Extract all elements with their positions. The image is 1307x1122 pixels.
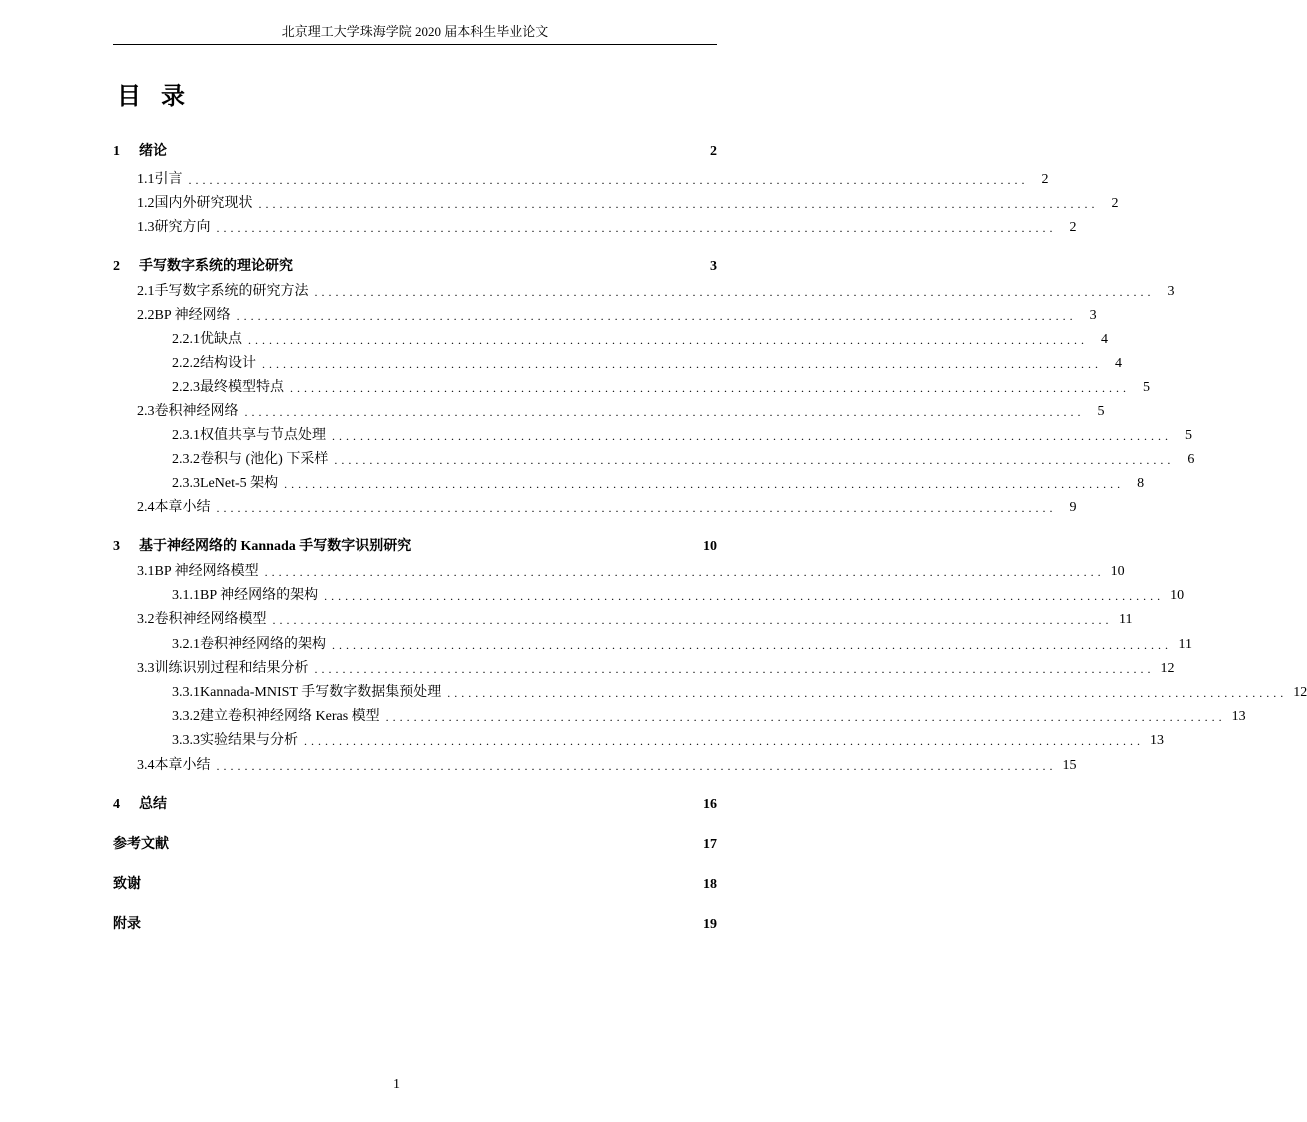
toc-entry-number: 3.3 xyxy=(137,661,155,676)
toc-entry[interactable] xyxy=(113,684,1307,702)
toc-entry-label: 卷积与 (池化) 下采样 xyxy=(200,452,329,467)
toc-entry-label: 基于神经网络的 Kannada 手写数字识别研究 xyxy=(139,539,412,554)
toc-entry-page: 10 xyxy=(703,539,717,554)
toc-entry-label: 研究方向 xyxy=(154,220,211,235)
toc-entry-page: 5 xyxy=(1143,380,1150,395)
toc-entry-label: 手写数字系统的理论研究 xyxy=(139,259,293,274)
toc-leader-dots: ........................................................................................................................ xyxy=(264,565,1105,579)
toc-entry-page: 12 xyxy=(1160,661,1175,676)
toc-entry-page: 10 xyxy=(1110,564,1125,579)
toc-entry-number: 3.1.1 xyxy=(172,588,200,603)
toc-entry[interactable] xyxy=(113,757,1077,775)
toc-leader-dots: ........................................................................................................................ xyxy=(334,453,1175,467)
toc-entry-label: LeNet-5 架构 xyxy=(200,476,279,491)
toc-entry-page: 3 xyxy=(1089,308,1097,323)
toc-entry-label: 本章小结 xyxy=(154,500,211,515)
toc-entry-page: 17 xyxy=(703,837,717,852)
toc-entry-page: 12 xyxy=(1293,685,1307,700)
toc-leader-dots: ........................................................................................................................ xyxy=(272,613,1113,627)
toc-leader-dots: ........................................................................................................................ xyxy=(216,221,1057,235)
toc-entry-label: 总结 xyxy=(139,797,167,812)
toc-entry-page: 13 xyxy=(1231,709,1246,724)
toc-entry-number: 1.3 xyxy=(137,220,155,235)
toc-entry-number: 1.1 xyxy=(137,172,155,187)
toc-entry-label: 建立卷积神经网络 Keras 模型 xyxy=(200,709,380,724)
toc-entry-label: 卷积神经网络模型 xyxy=(154,612,267,627)
toc-title: 目录 xyxy=(117,84,205,110)
toc-entry-page: 6 xyxy=(1187,452,1195,467)
toc-leader-dots: ........................................................................................................................ xyxy=(216,501,1057,515)
toc-entry-label: 卷积神经网络的架构 xyxy=(200,637,326,652)
toc-entry-number: 2.3 xyxy=(137,404,155,419)
toc-entry-page: 15 xyxy=(1062,758,1077,773)
toc-entry-page: 10 xyxy=(1170,588,1185,603)
toc-entry-number: 1.2 xyxy=(137,196,155,211)
toc-entry[interactable] xyxy=(113,143,717,161)
toc-leader-dots: ........................................................................................................................ xyxy=(188,173,1029,187)
toc-entry-label: 训练识别过程和结果分析 xyxy=(154,661,309,676)
toc-entry-number: 3 xyxy=(113,539,120,554)
toc-leader-dots: ........................................................................................................................ xyxy=(216,759,1057,773)
toc-entry-label: 本章小结 xyxy=(154,758,211,773)
toc-entry-number: 3.2.1 xyxy=(172,637,200,652)
toc-entry[interactable] xyxy=(113,258,717,276)
toc-entry-page: 16 xyxy=(703,797,717,812)
toc-entry-label: 引言 xyxy=(154,172,183,187)
toc-leader-dots: ........................................................................................................................ xyxy=(332,638,1172,652)
toc-entry-label: Kannada-MNIST 手写数字数据集预处理 xyxy=(200,685,442,700)
toc-entry-page: 4 xyxy=(1101,332,1108,347)
toc-entry-label: 致谢 xyxy=(113,877,141,892)
toc-entry-number: 4 xyxy=(113,797,120,812)
toc-entry-page: 2 xyxy=(1111,196,1119,211)
toc-entry-number: 3.4 xyxy=(137,758,155,773)
toc-entry[interactable] xyxy=(113,660,1175,678)
toc-entry-label: 手写数字系统的研究方法 xyxy=(154,284,309,299)
toc-entry-number: 2.3.1 xyxy=(172,428,200,443)
toc-entry-page: 2 xyxy=(710,144,717,159)
toc-entry-page: 11 xyxy=(1119,612,1133,627)
toc-entry-page: 4 xyxy=(1115,356,1122,371)
toc-entry-label: BP 神经网络模型 xyxy=(154,564,259,579)
toc-entry[interactable] xyxy=(113,611,1133,629)
toc-entry-number: 2.2.2 xyxy=(172,356,200,371)
toc-entry[interactable] xyxy=(113,171,1049,189)
toc-entry[interactable] xyxy=(113,916,717,934)
toc-leader-dots: ........................................................................................................................ xyxy=(262,357,1102,371)
toc-leader-dots: ........................................................................................................................ xyxy=(447,686,1288,700)
toc-entry-label: BP 神经网络的架构 xyxy=(200,588,319,603)
toc-entry-number: 2 xyxy=(113,259,120,274)
toc-entry-page: 8 xyxy=(1137,476,1145,491)
toc-entry-page: 18 xyxy=(703,877,717,892)
toc-leader-dots: ........................................................................................................................ xyxy=(284,477,1125,491)
toc-entry-label: 实验结果与分析 xyxy=(200,733,298,748)
toc-entry-label: 绪论 xyxy=(139,144,167,159)
toc-entry-label: 附录 xyxy=(113,917,141,932)
toc-entry-page: 9 xyxy=(1069,500,1077,515)
toc-entry-label: 优缺点 xyxy=(200,332,242,347)
toc-entry[interactable] xyxy=(113,427,1192,445)
toc-entry-page: 5 xyxy=(1097,404,1105,419)
toc-entry-number: 2.2 xyxy=(137,308,155,323)
toc-entry-number: 3.3.1 xyxy=(172,685,200,700)
toc-entry-label: 参考文献 xyxy=(113,837,169,852)
toc-entry-number: 3.2 xyxy=(137,612,155,627)
toc-entry-number: 2.3.2 xyxy=(172,452,200,467)
table-of-contents xyxy=(113,0,1307,1122)
toc-entry-label: 结构设计 xyxy=(200,356,256,371)
toc-leader-dots: ........................................................................................................................ xyxy=(314,662,1155,676)
page-number: 1 xyxy=(393,1077,400,1092)
page-header: 北京理工大学珠海学院 2020 届本科生毕业论文 xyxy=(281,24,549,39)
toc-leader-dots: ........................................................................................................................ xyxy=(290,381,1130,395)
toc-entry-page: 3 xyxy=(710,259,717,274)
toc-leader-dots: ........................................................................................................................ xyxy=(332,429,1172,443)
toc-entry[interactable] xyxy=(113,732,1164,750)
toc-entry-number: 3.3.2 xyxy=(172,709,200,724)
toc-entry-label: 国内外研究现状 xyxy=(154,196,253,211)
toc-entry[interactable] xyxy=(113,283,1175,301)
toc-entry[interactable] xyxy=(113,876,717,894)
toc-entry[interactable] xyxy=(113,331,1108,349)
toc-entry-label: 最终模型特点 xyxy=(200,380,284,395)
toc-entry[interactable] xyxy=(113,499,1077,517)
toc-leader-dots: ........................................................................................................................ xyxy=(248,333,1088,347)
toc-entry-number: 2.2.3 xyxy=(172,380,200,395)
toc-leader-dots: ........................................................................................................................ xyxy=(324,589,1165,603)
toc-entry[interactable] xyxy=(113,796,717,814)
toc-leader-dots: ........................................................................................................................ xyxy=(385,710,1226,724)
toc-entry-number: 3.3.3 xyxy=(172,733,200,748)
toc-entry[interactable] xyxy=(113,587,1185,605)
toc-entry[interactable] xyxy=(113,538,717,556)
toc-entry-number: 2.1 xyxy=(137,284,155,299)
toc-entry[interactable] xyxy=(113,475,1145,493)
toc-entry-number: 2.2.1 xyxy=(172,332,200,347)
toc-entry[interactable] xyxy=(113,708,1246,726)
toc-entry-number: 2.4 xyxy=(137,500,155,515)
toc-entry-page: 5 xyxy=(1185,428,1192,443)
toc-entry[interactable] xyxy=(113,836,717,854)
toc-leader-dots: ........................................................................................................................ xyxy=(314,285,1155,299)
toc-entry-page: 11 xyxy=(1178,637,1192,652)
toc-entry-number: 2.3.3 xyxy=(172,476,200,491)
toc-leader-dots: ........................................................................................................................ xyxy=(304,734,1144,748)
toc-entry-label: 卷积神经网络 xyxy=(154,404,239,419)
toc-entry-page: 13 xyxy=(1150,733,1164,748)
toc-entry[interactable] xyxy=(113,563,1125,581)
toc-leader-dots: ........................................................................................................................ xyxy=(258,197,1099,211)
toc-entry[interactable] xyxy=(113,219,1077,237)
toc-entry-number: 3.1 xyxy=(137,564,155,579)
toc-leader-dots: ........................................................................................................................ xyxy=(244,405,1085,419)
toc-entry[interactable] xyxy=(113,403,1105,421)
toc-entry-label: 权值共享与节点处理 xyxy=(200,428,326,443)
toc-entry[interactable] xyxy=(113,355,1122,373)
toc-entry-page: 2 xyxy=(1069,220,1077,235)
toc-entry[interactable] xyxy=(113,195,1119,213)
toc-leader-dots: ........................................................................................................................ xyxy=(236,309,1077,323)
toc-entry[interactable] xyxy=(113,379,1150,397)
toc-entry[interactable] xyxy=(113,307,1097,325)
toc-entry-page: 19 xyxy=(703,917,717,932)
toc-entry-number: 1 xyxy=(113,144,120,159)
toc-entry-label: BP 神经网络 xyxy=(154,308,231,323)
toc-entry[interactable] xyxy=(113,451,1195,469)
toc-entry-page: 3 xyxy=(1167,284,1175,299)
toc-entry-page: 2 xyxy=(1041,172,1049,187)
toc-entry[interactable] xyxy=(113,636,1192,654)
